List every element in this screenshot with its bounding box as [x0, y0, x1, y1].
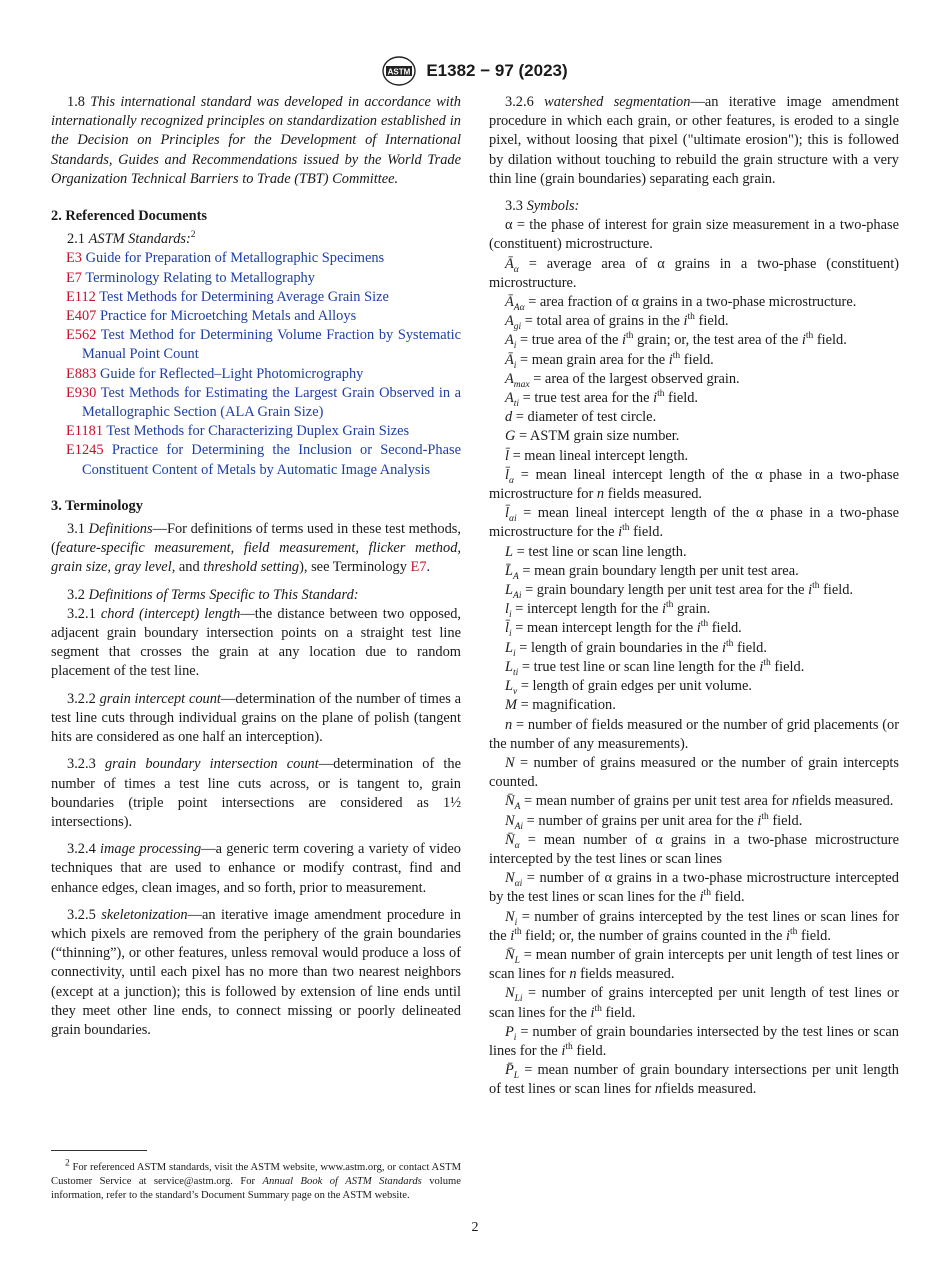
symbol-l-bar-alpha-i: $l̄_{\alpha i}$ = mean lineal intercept length of the α phase in a two-phase microstructure for the $i^{th}$ field. — [489, 505, 899, 541]
symbol-l-i-lower: $l_i$ = intercept length for the $i^{th}$ grain. — [505, 600, 711, 621]
symbol-l-bar-alpha: $l̄_\alpha$ = mean lineal intercept length of the α phase in a two-phase microstructure for n fields measured. — [489, 466, 899, 503]
symbol-n-upper: N = number of grains measured or the number of grain intercepts counted. — [489, 754, 899, 791]
symbol-a-bar-a-alpha: $Ā_{A\alpha}$ = area fraction of α grains in a two-phase microstructure. — [505, 294, 857, 313]
symbol-n-alpha-i: $N_{\alpha i}$ = number of α grains in a two-phase microstructure intercepted by the test lines or scan lines for the $i^{th}$ field. — [489, 870, 899, 906]
definition-3-2-6: 3.2.6 watershed segmentation—an iterative image amendment procedure in which each grain, or other features, is eroded to a single pixel, without loosing that pixel ("ultimate erosion"); this is followed by dilation without touching to rebuild the grain structure with a very thin line (grain boundaries) separating each grain. — [489, 94, 899, 187]
symbol-n-bar-l: $N̄_L$ = mean number of grain intercepts per unit length of test lines or scan lines for n fields measured. — [489, 946, 899, 983]
ref-link[interactable]: E3 Guide for Preparation of Metallographic Specimens — [66, 250, 385, 267]
symbol-d: d = diameter of test circle. — [505, 409, 657, 426]
symbol-a-max: $A_{max}$ = area of the largest observed grain. — [505, 370, 740, 390]
symbol-l-bar-a: $L̄_A$ = mean grain boundary length per unit test area. — [505, 562, 799, 582]
symbol-l-bar: l̄ = mean lineal intercept length. — [505, 447, 689, 464]
footnote-divider — [51, 1150, 147, 1151]
section-3-2: 3.2 Definitions of Terms Specific to This Standard: — [67, 586, 359, 603]
symbols-list — [489, 216, 899, 1099]
page-number: 2 — [471, 1220, 479, 1235]
symbol-n-i: $N_i$ = number of grains intercepted by the test lines or scan lines for the $i^{th}$ field; or, the number of grains counted in the $i^{th}$ field. — [489, 908, 899, 944]
symbol-a-bar-i: $Ā_i$ = mean grain area for the $i^{th}$ field. — [505, 350, 714, 371]
symbol-l-bar-i: $l̄_i$ = mean intercept length for the $i^{th}$ field. — [505, 619, 742, 640]
ref-link-e7[interactable]: E7 — [410, 559, 427, 576]
standard-designation: E1382 − 97 (2023) — [426, 61, 568, 80]
ref-link[interactable]: E883 Guide for Reflected–Light Photomicrography — [66, 365, 364, 382]
definition-3-2-4: 3.2.4 image processing—a generic term covering a variety of video techniques that are used to enhance or modify contrast, find and enhance edges, clean images, and so forth, prior to measurement. — [51, 841, 461, 896]
symbol-l: L = test line or scan line length. — [505, 543, 687, 560]
symbol-n-ai: $N_{Ai}$ = number of grains per unit area for the $i^{th}$ field. — [505, 811, 803, 832]
symbol-a-gi: $A_{gi}$ = total area of grains in the $i^{th}$ field. — [505, 312, 729, 333]
symbol-a-bar-alpha: $Ā_\alpha$ = average area of α grains in a two-phase (constituent) microstructure. — [489, 255, 899, 291]
section-3-3: 3.3 Symbols: — [505, 198, 580, 215]
ref-link[interactable]: E930 Test Methods for Estimating the Largest Grain Observed in a Metallographic Section (ALA Grain Size) — [66, 384, 461, 421]
symbol-l-ai: $L_{Ai}$ = grain boundary length per unit test area for the $i^{th}$ field. — [505, 581, 854, 601]
symbol-n-li: $N_{Li}$ = number of grains intercepted per unit length of test lines or scan lines for the $i^{th}$ field. — [489, 985, 899, 1021]
ref-link[interactable]: E7 Terminology Relating to Metallography — [66, 269, 315, 286]
ref-link[interactable]: E112 Test Methods for Determining Average Grain Size — [66, 288, 389, 305]
svg-text:ASTM: ASTM — [388, 67, 411, 77]
symbol-p-bar-l: $P̄_L$ = mean number of grain boundary intersections per unit length of test lines or scan lines for nfields measured. — [489, 1062, 899, 1098]
astm-logo-icon — [382, 56, 416, 86]
section-3-1: 3.1 Definitions—For definitions of terms used in these test methods, (feature-specific measurement, field measurement, flicker method, grain size, gray level, and threshold setting), see Terminology E7. — [51, 521, 461, 576]
section-1-8: 1.8 This international standard was developed in accordance with internationally recognized principles on standardization established in the Decision on Principles for the Development of International Standards, Guides and Recommendations issued by the World Trade Organization Technical Barriers to Trade (TBT) Committee. — [51, 94, 461, 187]
symbol-alpha: α = the phase of interest for grain size measurement in a two-phase (constituent) microstructure. — [489, 217, 899, 253]
symbol-l-i-upper: $L_i$ = length of grain boundaries in the $i^{th}$ field. — [505, 638, 767, 659]
section-2-heading: 2. Referenced Documents — [51, 208, 207, 225]
symbol-l-v: $L_v$ = length of grain edges per unit volume. — [505, 678, 752, 697]
symbol-g: G = ASTM grain size number. — [505, 428, 680, 445]
right-column — [489, 93, 899, 1100]
ref-link[interactable]: E1245 Practice for Determining the Inclusion or Second-Phase Constituent Content of Metals by Automatic Image Analysis — [66, 442, 461, 478]
left-column — [51, 93, 461, 1040]
section-3-heading: 3. Terminology — [51, 497, 143, 514]
symbol-p-i: $P_i$ = number of grain boundaries intersected by the test lines or scan lines for the $i^{th}$ field. — [489, 1023, 899, 1059]
ref-link[interactable]: E562 Test Method for Determining Volume Fraction by Systematic Manual Point Count — [66, 327, 461, 363]
section-2-1: 2.1 ASTM Standards:$^2$ — [67, 230, 196, 248]
page-header — [0, 56, 950, 86]
symbol-a-i: $A_i$ = true area of the $i^{th}$ grain; or, the test area of the $i^{th}$ field. — [505, 331, 847, 352]
definition-3-2-1: 3.2.1 chord (intercept) length—the distance between two opposed, adjacent grain boundary intersection points on a straight test line segment that crosses the grain at any location due to random placement of the test line. — [51, 605, 461, 680]
footnote-2: $^2$ For referenced ASTM standards, visit the ASTM website, www.astm.org, or contact ASTM Customer Service at service@astm.org. For Annual Book of ASTM Standards volume information, refer to the standard’s Document Summary page on the ASTM website. — [51, 1158, 461, 1201]
ref-link[interactable]: E1181 Test Methods for Characterizing Duplex Grain Sizes — [66, 423, 410, 440]
definition-3-2-5: 3.2.5 skeletonization—an iterative image amendment procedure in which pixels are removed from the periphery of the grain boundaries (“thinning”), or other features, unless removal would produce a loss of connectivity, until each pixel has no more than two nearest neighbors (except at a junction); this is followed by extension of line ends until they meet other line ends, to connect missing or poorly delineated grain boundaries. — [51, 906, 461, 1038]
symbol-a-ti: $A_{ti}$ = true test area for the $i^{th}$ field. — [505, 389, 699, 409]
symbol-m: M = magnification. — [505, 697, 616, 714]
referenced-standards-list — [51, 249, 461, 479]
symbol-l-ti: $L_{ti}$ = true test line or scan line length for the $i^{th}$ field. — [505, 658, 805, 678]
definition-3-2-2: 3.2.2 grain intercept count—determination of the number of times a test line cuts through individual grains on the plane of polish (tangent hits are considered as one half an interception). — [51, 690, 462, 746]
ref-link[interactable]: E407 Practice for Microetching Metals and Alloys — [66, 308, 357, 325]
symbol-n-bar-alpha: $N̄_\alpha$ = mean number of α grains in a two-phase microstructure intercepted by the test lines or scan lines — [489, 831, 899, 867]
symbol-n-lower: n = number of fields measured or the number of grid placements (or the number of any measurements). — [489, 716, 899, 752]
definition-3-2-3: 3.2.3 grain boundary intersection count—determination of the number of times a test line cuts across, or is tangent to, grain boundaries (triple point intersections are considered as 1½ intersections). — [51, 756, 461, 830]
symbol-n-bar-a: $N̄_A$ = mean number of grains per unit test area for nfields measured. — [505, 793, 894, 813]
